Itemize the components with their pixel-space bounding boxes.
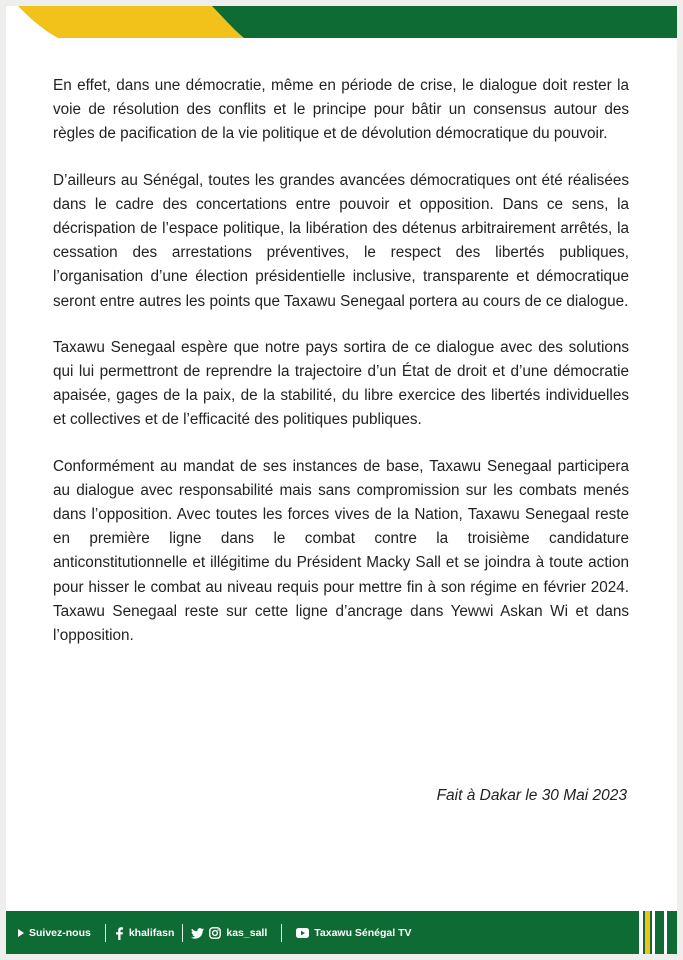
social-row — [18, 923, 412, 943]
letter-page — [6, 6, 677, 954]
paragraph-2: D’ailleurs au Sénégal, toutes les grandes avancées démocratiques ont été réalisées dans le cadre des concertations entre pouvoir et opposition. Dans ce sens, la décrispation de l’espace politique, la libération des détenus arbitrairement arrêtés, la cessation des arrestations préventives, le respect des libertés publiques, l’organisation d’une élection présidentielle inclusive, transparente et démocratique seront entre autres les points que Taxawu Senegaal portera au cours de ce dialogue. — [53, 171, 629, 310]
header-band — [6, 6, 677, 38]
arrow-right-icon — [18, 929, 24, 937]
twitter-icon[interactable] — [191, 928, 204, 939]
separator — [182, 924, 183, 942]
youtube-icon[interactable] — [296, 928, 309, 938]
footer-bar — [6, 911, 677, 954]
header-green-band — [212, 6, 677, 38]
follow-label: Suivez-nous — [29, 927, 91, 939]
separator — [105, 924, 106, 942]
instagram-icon[interactable] — [209, 927, 221, 939]
paragraph-1: En effet, dans une démocratie, même en période de crise, le dialogue doit rester la voie de résolution des conflits et le principe pour bâtir un consensus autour des règles de pacification de la vie politique et de dévolution démocratique du pouvoir. — [53, 77, 629, 143]
paragraph-3: Taxawu Senegaal espère que notre pays sortira de ce dialogue avec des solutions qui lui permettront de reprendre la trajectoire d’un État de droit et d’une démocratie apaisée, gages de la paix, de la stabilité, du libre exercice des libertés individuelles et collectives et de l’efficacité des politiques publiques. — [53, 338, 629, 429]
separator — [281, 924, 282, 942]
twitter-instagram-handle[interactable]: kas_sall — [226, 927, 268, 939]
signature-line: Fait à Dakar le 30 Mai 2023 — [436, 787, 627, 804]
facebook-handle[interactable]: khalifasn — [128, 927, 175, 939]
youtube-channel[interactable]: Taxawu Sénégal TV — [314, 927, 412, 939]
footer-flag-stripes — [637, 911, 667, 954]
facebook-icon[interactable] — [114, 927, 124, 940]
paragraph-4: Conformément au mandat de ses instances de base, Taxawu Senegaal participera au dialogue avec responsabilité mais sans compromission sur les combats menés dans l’opposition. Avec toutes les forces vives de la Nation, Taxawu Senegaal reste en première ligne dans le combat contre la troisième candidature anticonstitutionnelle et illégitime du Président Macky Sall et se joindra à toute action pour hisser le combat au niveau requis pour mettre fin à son régime en février 2024. Taxawu Senegaal reste sur cette ligne d’ancrage dans Yewwi Askan Wi et dans l’opposition. — [53, 457, 629, 645]
letter-body — [53, 74, 629, 670]
